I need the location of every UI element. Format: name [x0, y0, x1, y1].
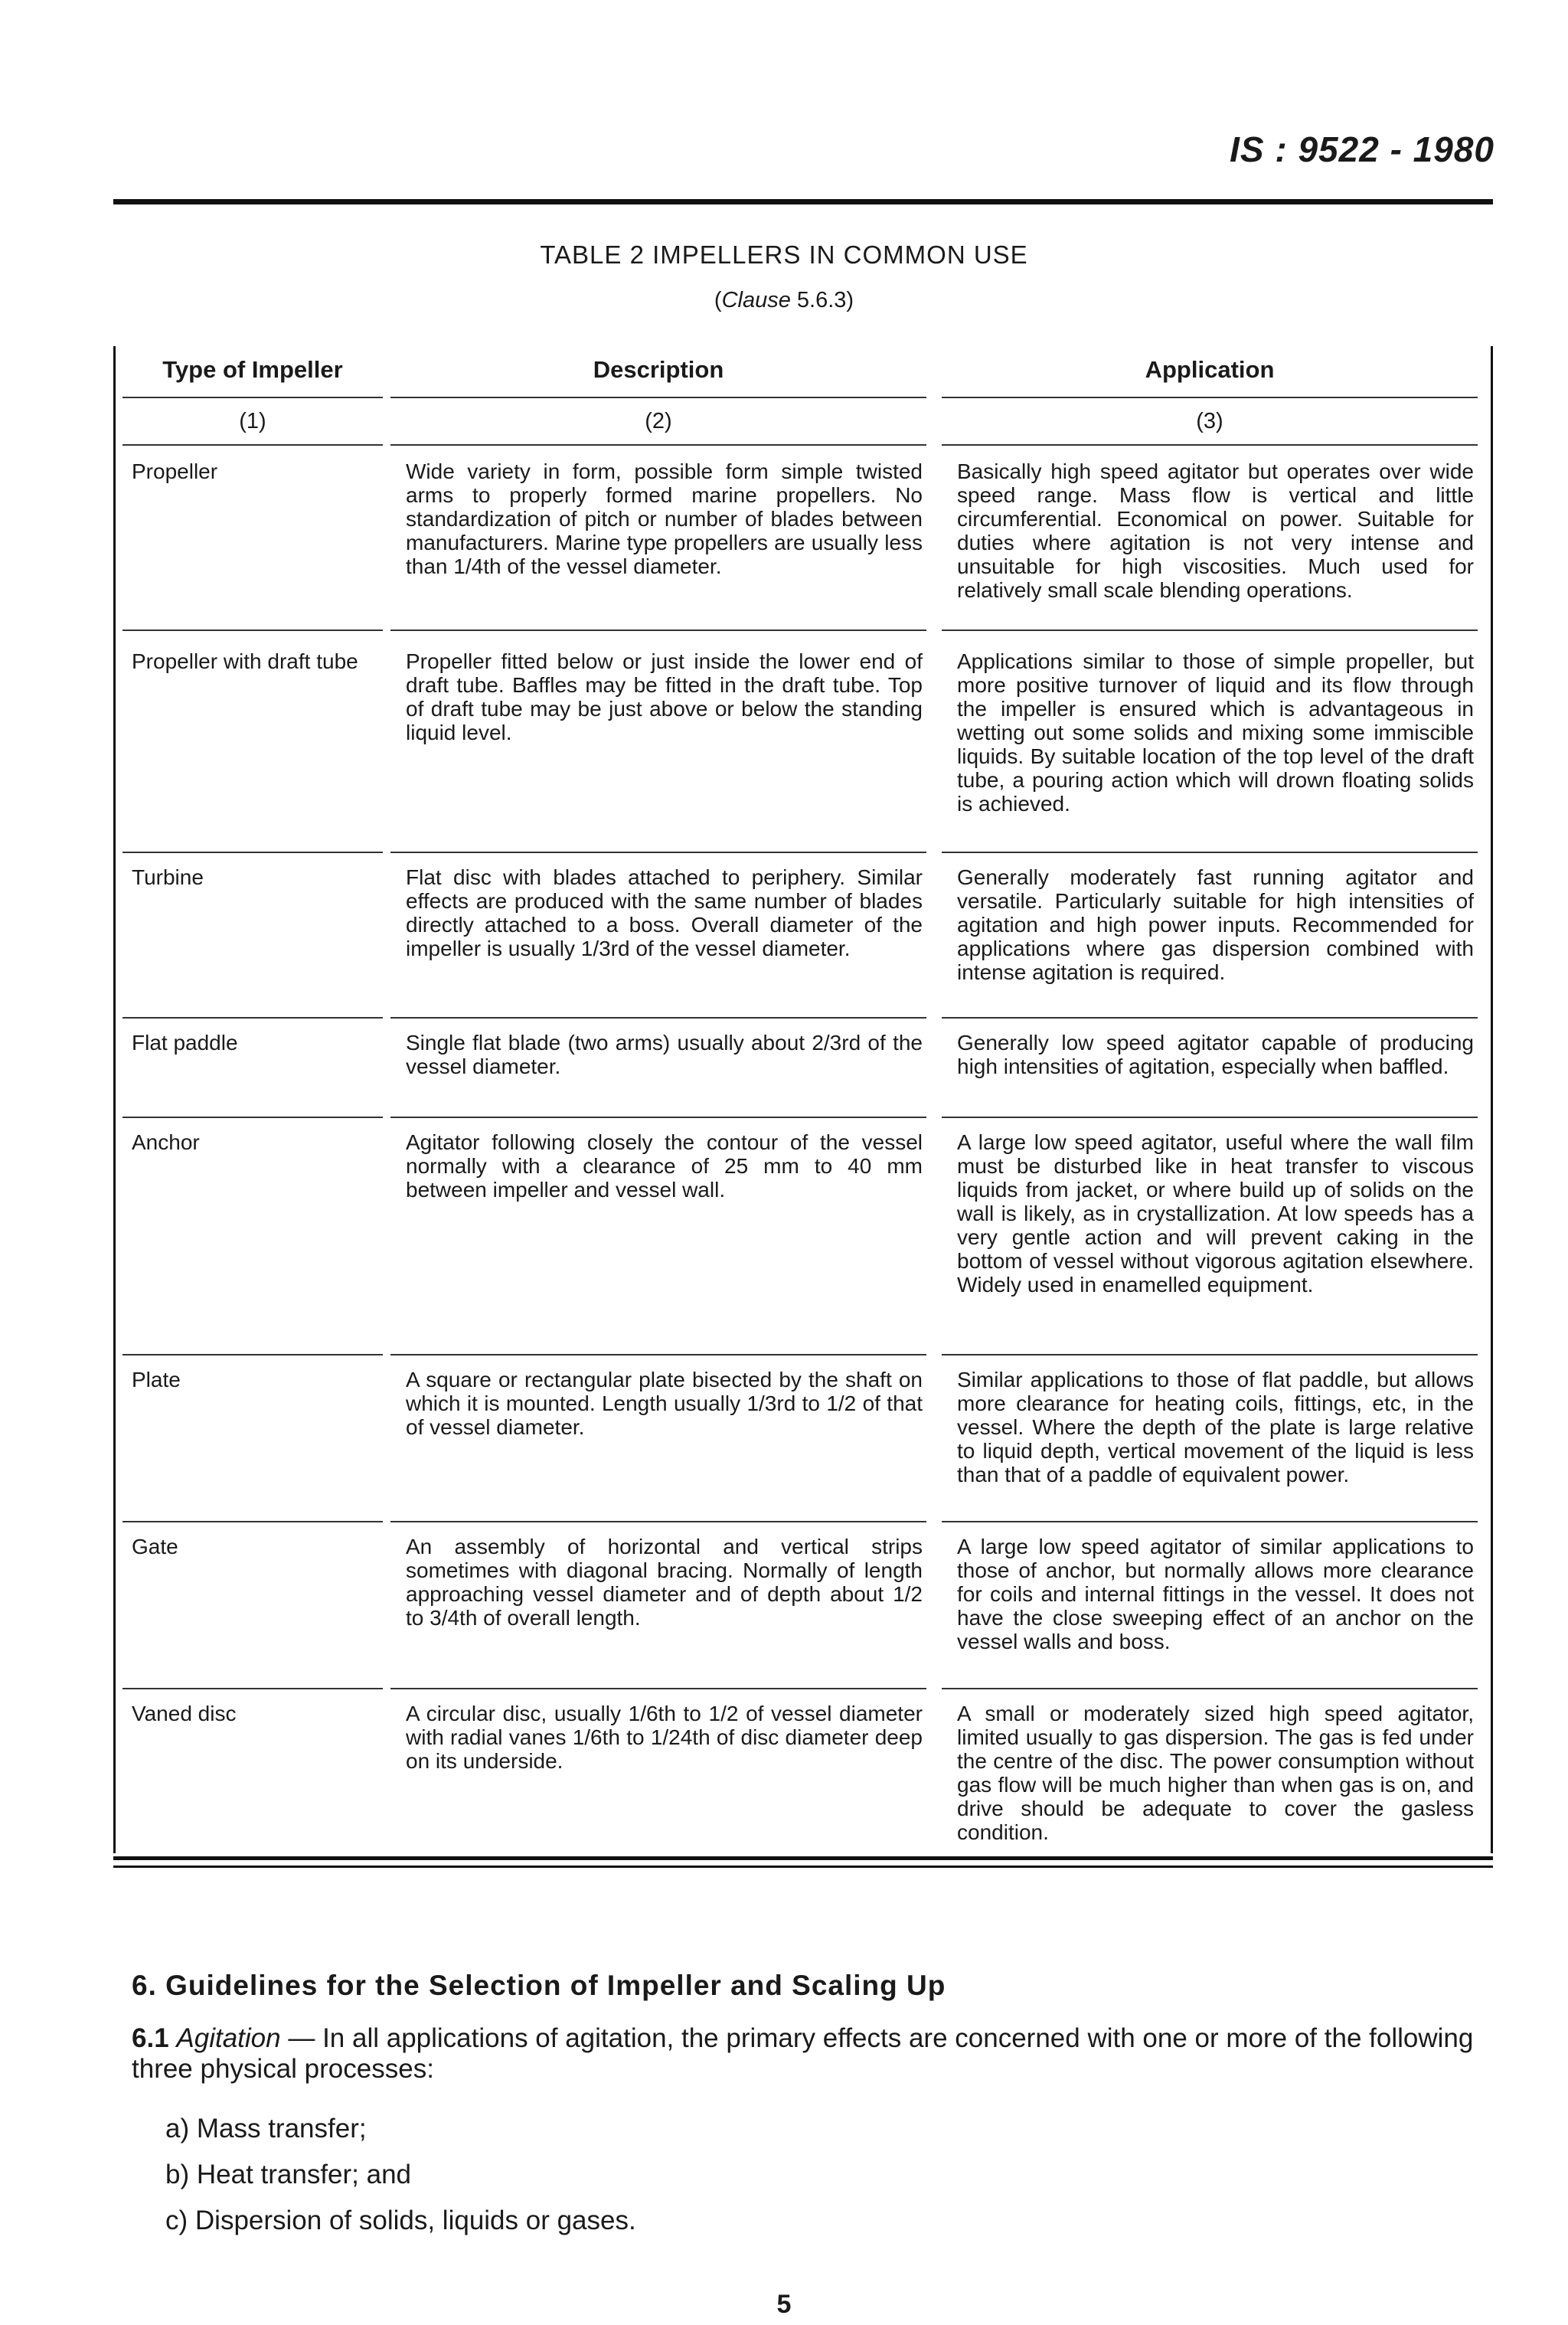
table-row-description: An assembly of horizontal and vertical strips sometimes with diagonal bracing. Normally of length approaching vessel diameter and of depth about 1/2 to 3/4th of overall length. [406, 1535, 923, 1630]
row-separator [390, 852, 926, 853]
header-rule [122, 444, 383, 446]
table-row-application: Generally low speed agitator capable of producing high intensities of agitation, especially when baffled. [957, 1031, 1474, 1078]
table-bottom-rule [113, 1856, 1493, 1860]
list-item [165, 2114, 367, 2144]
row-separator [390, 1354, 926, 1355]
row-separator [390, 1117, 926, 1118]
para-text: In all applications of agitation, the primary effects are concerned with one or more of the following three physical processes: [132, 2023, 1474, 2084]
table-row-application: A large low speed agitator, useful where the wall film must be disturbed like in heat transfer to viscous liquids from jacket, or where build up of solids on the wall is likely, as in crystallization. At low speeds has a very gentle action and will prevent caking in the bottom of vessel without vigorous agitation elsewhere. Widely used in enamelled equipment. [957, 1130, 1474, 1297]
header-rule [942, 397, 1478, 398]
table-row-application: Basically high speed agitator but operates over wide speed range. Mass flow is vertical and little circumferential. Economical on power. Suitable for duties where agitation is not very intense and unsuitable for high viscosities. Much used for relatively small scale blending operations. [957, 459, 1474, 602]
header-rule [942, 444, 1478, 446]
list-text: Mass transfer; [196, 2114, 367, 2144]
column-number-2: (2) [645, 409, 672, 433]
list-marker: a) [165, 2114, 190, 2144]
table-row-application: Applications similar to those of simple propeller, but more positive turnover of liquid and its flow through the impeller is ensured which is advantageous in wetting out some solids and mixing some immiscible liquids. By suitable location of the top level of the draft tube, a pouring action which will drown floating solids is achieved. [957, 649, 1474, 816]
list-item [165, 2206, 636, 2236]
row-separator [942, 1354, 1478, 1355]
row-separator [942, 1521, 1478, 1522]
table-row-type: Propeller with draft tube [132, 649, 358, 673]
row-separator [942, 1017, 1478, 1019]
table-row-description: Flat disc with blades attached to periphery. Similar effects are produced with the same number of blades directly attached to a boss. Overall diameter of the impeller is usually 1/3rd of the vessel diameter. [406, 865, 923, 960]
row-separator [122, 852, 383, 853]
table-row-type: Anchor [132, 1130, 200, 1154]
clause-word: Clause [721, 288, 791, 312]
table-row-application: A small or moderately sized high speed agitator, limited usually to gas dispersion. The gas is fed under the centre of the disc. The power consumption without gas flow will be much higher than when gas is on, and drive should be adequate to cover the gasless condition. [957, 1702, 1474, 1844]
row-separator [390, 1521, 926, 1522]
top-rule [113, 199, 1493, 204]
header-rule [390, 397, 926, 398]
table-row-description: A square or rectangular plate bisected by the shaft on which it is mounted. Length usually 1/3rd to 1/2 of that of vessel diameter. [406, 1368, 923, 1439]
row-separator [390, 629, 926, 631]
row-separator [122, 629, 383, 631]
column-number-1: (1) [239, 409, 266, 433]
list-item [165, 2160, 411, 2190]
paragraph-6-1 [132, 2023, 1491, 2085]
row-separator [122, 1017, 383, 1019]
row-separator [942, 629, 1478, 631]
row-separator [942, 1688, 1478, 1689]
table-right-border [1491, 346, 1493, 1853]
table-title: TABLE 2 IMPELLERS IN COMMON USE [540, 240, 1028, 269]
table-bottom-rule [113, 1866, 1493, 1868]
para-dash: — [288, 2023, 315, 2053]
column-number-3: (3) [1196, 409, 1223, 433]
table-row-description: Propeller fitted below or just inside the lower end of draft tube. Baffles may be fitted in the draft tube. Top of draft tube may be just above or below the standing liquid level. [406, 649, 923, 744]
page-number: 5 [776, 2290, 792, 2319]
list-marker: c) [165, 2206, 188, 2235]
row-separator [942, 1117, 1478, 1118]
para-title: Agitation [176, 2023, 281, 2053]
row-separator [122, 1688, 383, 1689]
row-separator [390, 1688, 926, 1689]
table-row-type: Plate [132, 1368, 181, 1391]
table-row-description: Agitator following closely the contour of the vessel normally with a clearance of 25 mm to 40 mm between impeller and vessel wall. [406, 1130, 923, 1202]
para-number: 6.1 [132, 2023, 169, 2053]
row-separator [122, 1521, 383, 1522]
table-left-border [113, 346, 116, 1853]
table-clause-ref: (Clause 5.6.3) [714, 288, 854, 312]
section-heading: 6. Guidelines for the Selection of Impeller and Scaling Up [132, 1970, 946, 2001]
table-row-description: Single flat blade (two arms) usually about 2/3rd of the vessel diameter. [406, 1031, 923, 1078]
list-marker: b) [165, 2160, 190, 2189]
table-row-type: Propeller [132, 459, 218, 483]
table-row-type: Vaned disc [132, 1702, 237, 1725]
list-text: Dispersion of solids, liquids or gases. [194, 2206, 636, 2235]
table-row-description: A circular disc, usually 1/6th to 1/2 of vessel diameter with radial vanes 1/6th to 1/24th of disc diameter deep on its underside. [406, 1702, 923, 1773]
table-row-application: A large low speed agitator of similar applications to those of anchor, but normally allows more clearance for coils and internal fittings in the vessel. It does not have the close sweeping effect of an anchor on the vessel walls and boss. [957, 1535, 1474, 1653]
column-header-type: Type of Impeller [162, 356, 343, 383]
table-row-application: Similar applications to those of flat paddle, but allows more clearance for heating coils, fittings, etc, in the vessel. Where the depth of the plate is large relative to liquid depth, vertical movement of the liquid is less than that of a paddle of equivalent power. [957, 1368, 1474, 1486]
standard-number-header: IS : 9522 - 1980 [1230, 129, 1494, 169]
row-separator [942, 852, 1478, 853]
header-rule [390, 444, 926, 446]
list-text: Heat transfer; and [196, 2160, 412, 2189]
column-header-description: Description [593, 356, 724, 383]
table-row-application: Generally moderately fast running agitator and versatile. Particularly suitable for high intensities of agitation and high power inputs. Recommended for applications where gas dispersion combined with intense agitation is required. [957, 865, 1474, 984]
table-row-type: Gate [132, 1535, 178, 1558]
clause-number: 5.6.3 [796, 288, 847, 312]
row-separator [122, 1117, 383, 1118]
table-row-type: Flat paddle [132, 1031, 238, 1055]
column-header-application: Application [1145, 356, 1275, 383]
row-separator [390, 1017, 926, 1019]
row-separator [122, 1354, 383, 1355]
table-row-description: Wide variety in form, possible form simple twisted arms to properly formed marine propellers. No standardization of pitch or number of blades between manufacturers. Marine type propellers are usually less than 1/4th of the vessel diameter. [406, 459, 923, 578]
table-row-type: Turbine [132, 865, 204, 889]
header-rule [122, 397, 383, 398]
